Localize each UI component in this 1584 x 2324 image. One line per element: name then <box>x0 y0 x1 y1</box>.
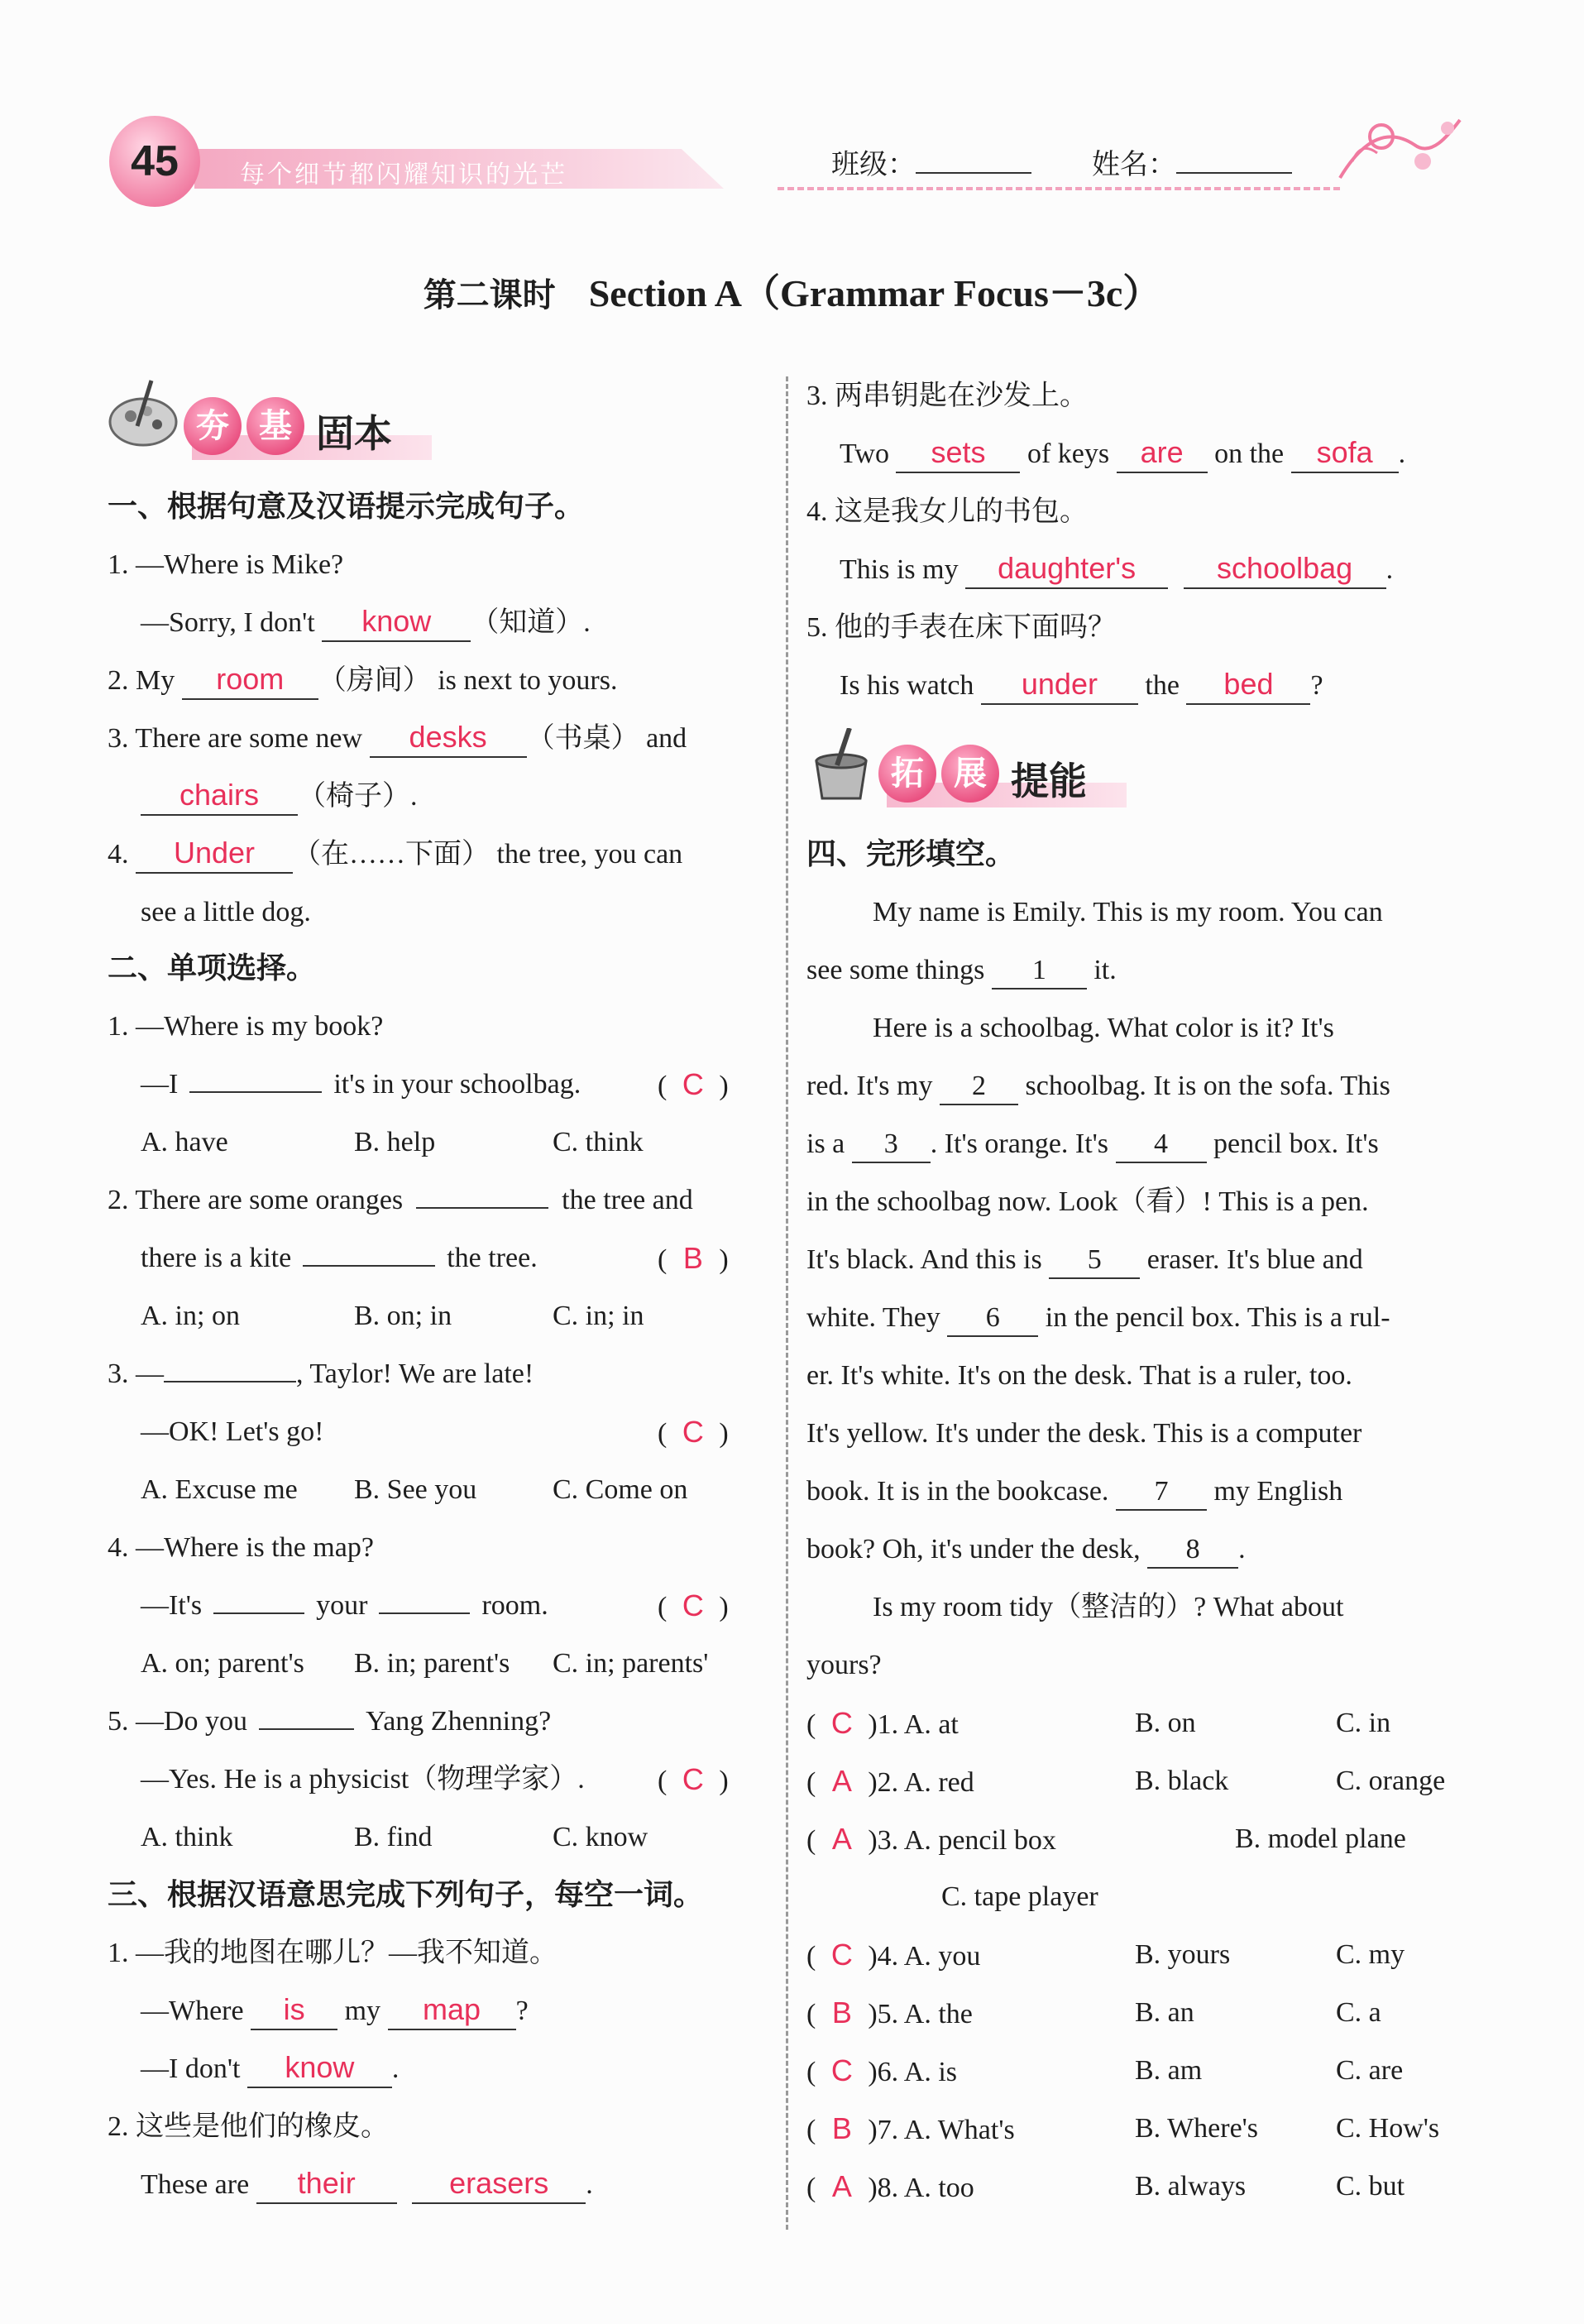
s3-q1-zh: 1. —我的地图在哪儿？—我不知道。 <box>108 1938 558 1968</box>
s1-q4: 4. Under （在……下面） the tree, you can <box>108 836 682 874</box>
section-badge-extend <box>878 745 1127 809</box>
s3-q2-blank-1[interactable]: their <box>256 2166 397 2204</box>
r-q4-blank-2[interactable]: schoolbag <box>1184 551 1386 589</box>
cloze-row-5: ( B )5. A. the <box>806 1994 973 2034</box>
section-3-heading: 三、根据汉语意思完成下列句子，每空一词。 <box>108 1878 704 1912</box>
r-q3-blank-3[interactable]: sofa <box>1291 435 1399 473</box>
cloze-answer-5[interactable]: B <box>831 1996 852 2029</box>
section-4-heading: 四、完形填空。 <box>806 837 1016 871</box>
cloze-8-opt-b: B. always <box>1135 2171 1247 2202</box>
s1-q1-question: 1. —Where is Mike? <box>108 549 344 580</box>
cloze-4-opt-c: C. my <box>1336 1939 1405 1970</box>
s1-q2-blank[interactable]: room <box>182 662 318 700</box>
cloze-row-2: ( A )2. A. red <box>806 1762 974 1802</box>
s1-q1-blank[interactable]: know <box>322 604 471 642</box>
s2-q2-blank-1[interactable] <box>416 1207 548 1209</box>
badge-word: 固本 <box>316 411 392 456</box>
s2-q4-paren: ( C ) <box>658 1587 729 1627</box>
s2-q5-opt-b: B. find <box>354 1822 433 1852</box>
s2-q5-paren: ( C ) <box>658 1761 729 1800</box>
name-label: 姓名： <box>1092 146 1292 184</box>
cloze-1-opt-c: C. in <box>1336 1708 1391 1738</box>
header-slogan: 每个细节都闪耀知识的光芒 <box>240 161 567 189</box>
s2-q2-opt-a: A. in; on <box>141 1301 240 1331</box>
s2-q2-opt-c: C. in; in <box>553 1301 644 1331</box>
s1-q4-cont: see a little dog. <box>141 897 311 927</box>
badge-char-1: 夯 <box>184 397 242 455</box>
cloze-1-opt-b: B. on <box>1135 1708 1196 1738</box>
s3-q1-line-2: —I don't know . <box>141 2050 399 2088</box>
cloze-3-opt-c: C. tape player <box>941 1881 1098 1912</box>
s2-q1-opt-c: C. think <box>553 1127 644 1157</box>
s3-q1-blank-1[interactable]: is <box>251 1992 337 2030</box>
r-q5-zh: 5. 他的手表在床下面吗？ <box>806 612 1116 643</box>
s2-q4-opt-b: B. in; parent's <box>354 1648 510 1679</box>
s2-q3-opt-b: B. See you <box>354 1474 477 1505</box>
s1-q4-blank[interactable]: Under <box>136 836 293 874</box>
r-q4-line: This is my daughter's schoolbag . <box>840 551 1393 589</box>
r-q5-line: Is his watch under the bed ? <box>840 667 1323 705</box>
cloze-answer-1[interactable]: C <box>830 1706 853 1740</box>
header-dashline <box>778 187 1340 190</box>
section-1-heading: 一、根据句意及汉语提示完成句子。 <box>108 490 585 524</box>
s2-q4-line: —It's your room. <box>141 1590 548 1621</box>
cloze-blank-1[interactable]: 1 <box>992 953 1087 989</box>
s3-q1-line-1: —Where is my map ? <box>141 1992 529 2030</box>
r-q3-line: Two sets of keys are on the sofa . <box>840 435 1405 473</box>
s2-q5-blank[interactable] <box>259 1728 354 1730</box>
cloze-answer-2[interactable]: A <box>831 1764 852 1798</box>
cloze-p10: It's yellow. It's under the desk. This is a computer <box>806 1418 1362 1449</box>
s2-q5-opt-c: C. know <box>553 1822 648 1852</box>
cloze-7-opt-c: C. How's <box>1336 2113 1440 2144</box>
page-number: 45 <box>109 116 200 207</box>
cloze-p4: red. It's my 2 schoolbag. It is on the sofa. This <box>806 1067 1390 1105</box>
cloze-blank-4[interactable]: 4 <box>1116 1127 1207 1163</box>
s2-q1-blank[interactable] <box>189 1091 322 1093</box>
s2-q3-answer[interactable]: C <box>682 1415 704 1449</box>
floral-ornament-icon <box>1332 103 1468 194</box>
cloze-row-8: ( A )8. A. too <box>806 2168 974 2207</box>
s3-q2-line: These are their erasers . <box>141 2166 593 2204</box>
cloze-5-opt-c: C. a <box>1336 1997 1381 2028</box>
section-badge-basic <box>184 397 432 462</box>
s2-q2-answer[interactable]: B <box>682 1241 703 1275</box>
s2-q2-paren: ( B ) <box>658 1239 729 1279</box>
s2-q5-question: 5. —Do you Yang Zhenning? <box>108 1706 552 1737</box>
cloze-2-opt-c: C. orange <box>1336 1766 1446 1796</box>
class-label: 班级： <box>831 146 1031 184</box>
cloze-answer-6[interactable]: C <box>830 2053 853 2087</box>
s2-q1-question: 1. —Where is my book? <box>108 1011 384 1042</box>
s1-q3-cont: chairs （椅子）. <box>141 778 418 816</box>
s2-q5-answer[interactable]: C <box>682 1762 704 1796</box>
cloze-7-opt-b: B. Where's <box>1135 2113 1259 2144</box>
s1-q1-answer-line: —Sorry, I don't know （知道）. <box>141 604 591 642</box>
s2-q2-opt-b: B. on; in <box>354 1301 452 1331</box>
cloze-p2: see some things 1 it. <box>806 951 1117 989</box>
badge-char-2: 基 <box>246 397 304 455</box>
cloze-p1: My name is Emily. This is my room. You can <box>873 897 1383 927</box>
s2-q1-paren: ( C ) <box>658 1066 729 1105</box>
cloze-p12: book? Oh, it's under the desk, 8 . <box>806 1531 1246 1569</box>
cloze-answer-3[interactable]: A <box>831 1822 852 1856</box>
cloze-p3: Here is a schoolbag. What color is it? It's <box>873 1013 1334 1043</box>
s2-q4-blank-1[interactable] <box>213 1612 304 1614</box>
s2-q4-opt-c: C. in; parents' <box>553 1648 709 1679</box>
cloze-p8: white. They 6 in the pencil box. This is a rul- <box>806 1299 1390 1337</box>
class-blank[interactable] <box>916 172 1031 174</box>
cloze-p11: book. It is in the bookcase. 7 my English <box>806 1473 1342 1511</box>
cloze-p7: It's black. And this is 5 eraser. It's blue and <box>806 1241 1363 1279</box>
s1-q3: 3. There are some new desks （书桌） and <box>108 720 687 758</box>
badge-char-1: 拓 <box>878 745 936 803</box>
badge-char-2: 展 <box>941 745 999 803</box>
s2-q2-question: 2. There are some oranges the tree and <box>108 1185 693 1215</box>
cloze-6-opt-b: B. am <box>1135 2055 1203 2086</box>
s2-q1-line: —I it's in your schoolbag. <box>141 1069 581 1100</box>
s1-q3b-blank[interactable]: chairs <box>141 778 298 816</box>
cloze-answer-4[interactable]: C <box>830 1938 853 1972</box>
cloze-p13: Is my room tidy（整洁的）? What about <box>873 1592 1344 1622</box>
cloze-6-opt-c: C. are <box>1336 2055 1404 2086</box>
s2-q3-opt-c: C. Come on <box>553 1474 688 1505</box>
section-2-heading: 二、单项选择。 <box>108 951 317 985</box>
cloze-row-4: ( C )4. A. you <box>806 1936 980 1976</box>
cloze-p5: is a 3 . It's orange. It's 4 pencil box. It's <box>806 1125 1379 1163</box>
s3-q2-zh: 2. 这些是他们的橡皮。 <box>108 2111 389 2142</box>
cloze-row-6: ( C )6. A. is <box>806 2052 957 2092</box>
s2-q4-opt-a: A. on; parent's <box>141 1648 304 1679</box>
s3-q1-blank-2[interactable]: map <box>388 1992 516 2030</box>
s2-q3-line: —OK! Let's go! <box>141 1416 324 1447</box>
s2-q1-opt-a: A. have <box>141 1127 228 1157</box>
s2-q3-opt-a: A. Excuse me <box>141 1474 298 1505</box>
cloze-blank-7[interactable]: 7 <box>1116 1474 1207 1511</box>
cloze-4-opt-b: B. yours <box>1135 1939 1231 1970</box>
palette-icon <box>106 376 180 451</box>
cloze-p14: yours? <box>806 1650 882 1680</box>
s2-q5-opt-a: A. think <box>141 1822 233 1852</box>
s2-q2-line: there is a kite the tree. <box>141 1243 538 1273</box>
badge-word: 提能 <box>1011 759 1087 803</box>
s1-q3-blank[interactable]: desks <box>370 720 527 758</box>
column-divider <box>786 376 788 2230</box>
page-title: 第二课时 Section A（Grammar Focus－3c） <box>423 272 1161 314</box>
cloze-answer-7[interactable]: B <box>831 2111 852 2145</box>
cloze-answer-8[interactable]: A <box>831 2169 852 2203</box>
r-q4-blank-1[interactable]: daughter's <box>965 551 1168 589</box>
s2-q4-answer[interactable]: C <box>682 1588 704 1622</box>
cloze-3-opt-b: B. model plane <box>1235 1823 1406 1854</box>
name-blank[interactable] <box>1176 172 1292 174</box>
s2-q2-blank-2[interactable] <box>303 1265 435 1267</box>
cloze-row-1: ( C )1. A. at <box>806 1704 959 1744</box>
cloze-blank-8[interactable]: 8 <box>1147 1532 1238 1569</box>
cloze-blank-5[interactable]: 5 <box>1049 1243 1140 1279</box>
s2-q3-paren: ( C ) <box>658 1413 729 1453</box>
s2-q1-answer[interactable]: C <box>682 1067 704 1101</box>
s2-q4-blank-2[interactable] <box>379 1612 470 1614</box>
s2-q5-line: —Yes. He is a physicist（物理学家）. <box>141 1764 585 1795</box>
cloze-blank-6[interactable]: 6 <box>947 1301 1038 1337</box>
cloze-blank-2[interactable]: 2 <box>940 1069 1018 1105</box>
cloze-blank-3[interactable]: 3 <box>852 1127 931 1163</box>
cloze-p6: in the schoolbag now. Look（看）! This is a pen. <box>806 1186 1369 1217</box>
cloze-5-opt-b: B. an <box>1135 1997 1194 2028</box>
cloze-2-opt-b: B. black <box>1135 1766 1229 1796</box>
cloze-p9: er. It's white. It's on the desk. That is a ruler, too. <box>806 1360 1352 1391</box>
s2-q1-opt-b: B. help <box>354 1127 436 1157</box>
s2-q3-question: 3. — , Taylor! We are late! <box>108 1358 534 1389</box>
cloze-row-3: ( A )3. A. pencil box <box>806 1820 1056 1860</box>
r-q5-blank-2[interactable]: bed <box>1186 667 1310 705</box>
r-q5-blank-1[interactable]: under <box>981 667 1138 705</box>
s3-q2-blank-2[interactable]: erasers <box>412 2166 586 2204</box>
s2-q4-question: 4. —Where is the map? <box>108 1532 374 1563</box>
s1-q2: 2. My room （房间） is next to yours. <box>108 662 617 700</box>
r-q3-zh: 3. 两串钥匙在沙发上。 <box>806 381 1088 411</box>
cloze-row-7: ( B )7. A. What's <box>806 2110 1015 2149</box>
cloze-8-opt-c: C. but <box>1336 2171 1405 2202</box>
s2-q3-blank[interactable] <box>164 1381 296 1382</box>
r-q4-zh: 4. 这是我女儿的书包。 <box>806 496 1088 527</box>
s3-q1-blank-3[interactable]: know <box>247 2050 392 2088</box>
r-q3-blank-1[interactable]: sets <box>896 435 1020 473</box>
r-q3-blank-2[interactable]: are <box>1117 435 1208 473</box>
brush-bucket-icon <box>804 728 878 803</box>
